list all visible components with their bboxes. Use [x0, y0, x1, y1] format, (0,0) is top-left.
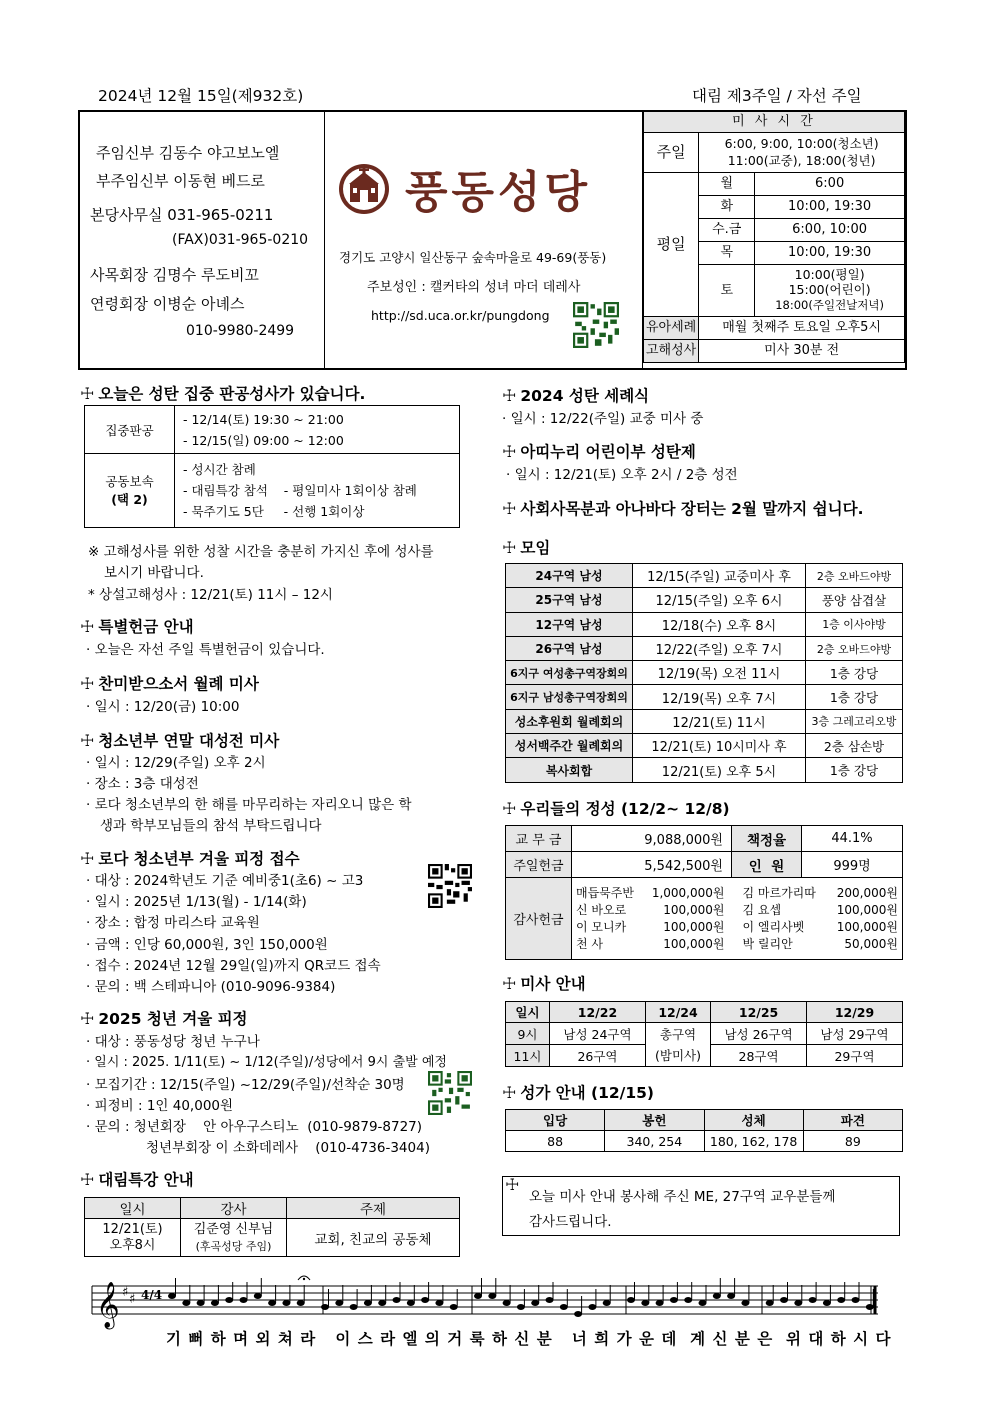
- young-adult-qr-icon[interactable]: [428, 1071, 472, 1115]
- hymn-header: 파견: [803, 1110, 902, 1131]
- mass-times-title: 미 사 시 간: [644, 112, 905, 132]
- note-head: [641, 1300, 649, 1306]
- note-head: [474, 1293, 482, 1299]
- market-title: ☩ 사회사목분과 아나바다 장터는 2월 말까지 쉽니다.: [502, 499, 864, 518]
- donation-label-rate: 책정율: [732, 826, 802, 852]
- mass-times-table: [643, 112, 905, 363]
- note-head: [809, 1297, 817, 1303]
- cross-icon: ☩: [80, 384, 95, 403]
- penance-table: [84, 405, 460, 528]
- note-head: [670, 1297, 678, 1303]
- donation-value-tithe: 9,088,000원: [572, 826, 732, 852]
- note-head: [546, 1297, 554, 1303]
- cross-icon: ☩: [502, 386, 517, 405]
- mass-guide-header: 12/24: [645, 1002, 710, 1023]
- lecture-time: 오후8시: [109, 1237, 156, 1253]
- donation-label-people: 인 원: [732, 852, 802, 878]
- header-box: [78, 110, 907, 370]
- note-head: [780, 1297, 788, 1303]
- youth-camp-line-6: · 문의 : 백 스테파니아 (010-9096-9384): [86, 979, 336, 995]
- lecture-speaker-parish: (후곡성당 주임): [195, 1239, 272, 1253]
- thanks-name-2: 김 요셉: [742, 902, 782, 917]
- hymn-header: 봉헌: [605, 1110, 704, 1131]
- penance-note-2: * 상설고해성사 : 12/21(토) 11시 – 12시: [88, 587, 333, 603]
- thanks-amount: 100,000원: [663, 936, 725, 951]
- office-phone: 본당사무실 031-965-0211: [90, 206, 274, 224]
- staff-panel: [80, 112, 325, 368]
- children-title: ☩ 아띠누리 어린이부 성탄제: [502, 442, 696, 461]
- youth-mass-title: ☩ 청소년부 연말 대성전 미사: [80, 731, 280, 750]
- mass-guide-cell: 총구역: [645, 1023, 710, 1045]
- hymn-header: 입당: [506, 1110, 605, 1131]
- meeting-row: [506, 709, 903, 733]
- meeting-row: [506, 758, 903, 782]
- note-head: [168, 1293, 176, 1299]
- mass-guide-cell: 9시: [506, 1023, 550, 1045]
- music-staff: [86, 1268, 882, 1336]
- patron-saint: 주보성인 : 캘커타의 성녀 마더 데레사: [367, 280, 581, 295]
- thanks-amount-2: 50,000원: [844, 936, 898, 951]
- day-mon: 월: [699, 172, 755, 195]
- meeting-where: 2층 삼손방: [806, 734, 903, 758]
- church-name: 풍동성당: [405, 167, 592, 218]
- offering-line: · 오늘은 자선 주일 특별헌금이 있습니다.: [86, 642, 325, 658]
- meeting-group: 복사회합: [506, 758, 633, 782]
- thanks-name-2: 이 엘리사벳: [742, 919, 805, 934]
- meeting-row: [506, 636, 903, 660]
- thanks-name: 천 사: [576, 936, 603, 951]
- note-head: [588, 1304, 596, 1310]
- meeting-where: 1층 강당: [806, 661, 903, 685]
- thanks-row: [576, 902, 898, 919]
- note-head: [603, 1300, 611, 1306]
- penance-note-1: ※ 고해성사를 위한 성찰 시간을 충분히 가지신 후에 성사를: [88, 544, 434, 560]
- note-head: [741, 1300, 749, 1306]
- meeting-where: 2층 오바드야방: [806, 564, 903, 588]
- meeting-when: 12/19(목) 오전 11시: [633, 661, 806, 685]
- young-adult-line-3: · 모집기간 : 12/15(주일) ~12/29(주일)/선착순 30명: [86, 1077, 405, 1093]
- donation-value-rate: 44.1%: [802, 826, 903, 852]
- cross-icon: ☩: [80, 849, 95, 868]
- penance-row2-sub: (택 2): [111, 491, 148, 507]
- note-head: [321, 1304, 329, 1310]
- cross-icon: ☩: [80, 617, 95, 636]
- mass-guide-cell: 28구역: [711, 1045, 807, 1067]
- thanks-name-2: 박 릴리안: [742, 936, 793, 951]
- cross-icon: ☩: [502, 799, 517, 818]
- cross-icon: ☩: [502, 1083, 517, 1102]
- music-lyrics: 기 뻐 하 며 외 쳐 라 이 스 라 엘 의 거 룩 하 신 분 너 희 가 운 데 계 신 분 은 위 대 하 시 다: [166, 1330, 892, 1348]
- note-head: [866, 1304, 874, 1310]
- penance-note-1b: 보시기 바랍니다.: [104, 565, 204, 581]
- council-president: 사목회장 김명수 루도비꼬: [90, 266, 259, 284]
- note-head: [378, 1300, 386, 1306]
- meeting-when: 12/19(목) 오후 7시: [633, 685, 806, 709]
- note-head: [852, 1297, 860, 1303]
- children-line: · 일시 : 12/21(토) 오후 2시 / 2층 성전: [506, 467, 738, 483]
- meeting-where: 1층 강당: [806, 685, 903, 709]
- note-head: [211, 1300, 219, 1306]
- thanks-name: 신 바오로: [576, 902, 627, 917]
- note-head: [684, 1297, 692, 1303]
- young-adult-line-6: 청년부회장 이 소화데레사 (010-4736-3404): [146, 1140, 430, 1156]
- meeting-row: [506, 612, 903, 636]
- meeting-group: 6지구 여성총구역장회의: [506, 661, 633, 685]
- note-head: [574, 1311, 582, 1317]
- meeting-group: 12구역 남성: [506, 612, 633, 636]
- cross-icon: ☩: [80, 1170, 95, 1189]
- youth-camp-line-3: · 장소 : 합정 마리스타 교육원: [86, 915, 260, 931]
- note-head: [656, 1300, 664, 1306]
- youth-camp-title: ☩ 로다 청소년부 겨울 피정 접수: [80, 849, 300, 868]
- note-head: [268, 1300, 276, 1306]
- thanks-list: [576, 885, 898, 953]
- legion-mass-title: ☩ 찬미받으소서 월례 미사: [80, 674, 259, 693]
- sunday-times-2: 11:00(교중), 18:00(청년): [727, 153, 876, 168]
- meeting-when: 12/15(주일) 교중미사 후: [633, 564, 806, 588]
- thanks-amount: 100,000원: [663, 902, 725, 917]
- penance-title: ☩ 오늘은 성탄 집중 판공성사가 있습니다.: [80, 384, 366, 403]
- day-wed-fri: 수.금: [699, 218, 755, 241]
- baptism-line: · 일시 : 12/22(주일) 교중 미사 중: [502, 411, 704, 427]
- note-head: [393, 1297, 401, 1303]
- meeting-where: 1층 이사야방: [806, 612, 903, 636]
- hymn-number: 88: [506, 1131, 605, 1152]
- note-head: [560, 1304, 568, 1310]
- mass-guide-cell: 남성 26구역: [711, 1023, 807, 1045]
- church-info: [325, 112, 643, 368]
- penance-req-2: - 대림특강 참석 - 평일미사 1회이상 참례: [183, 483, 417, 498]
- thanks-amount: 100,000원: [663, 919, 725, 934]
- note-head: [531, 1300, 539, 1306]
- hymns-table: [505, 1109, 903, 1152]
- hymn-number: 180, 162, 178: [704, 1131, 803, 1152]
- thanks-note-line-2: 감사드립니다.: [529, 1214, 612, 1230]
- cross-icon: ☩: [502, 538, 517, 557]
- infant-baptism-label: 유아세례: [644, 316, 699, 339]
- note-head: [627, 1297, 635, 1303]
- office-fax: (FAX)031-965-0210: [172, 232, 309, 248]
- lecture-topic: 교회, 친교의 공동체: [287, 1219, 460, 1257]
- note-head: [435, 1300, 443, 1306]
- note-head: [713, 1293, 721, 1299]
- note-head: [837, 1297, 845, 1303]
- sunday-label: 주일: [644, 132, 699, 172]
- meeting-row: [506, 588, 903, 612]
- mass-guide-header: 12/29: [807, 1002, 903, 1023]
- note-head: [297, 1300, 305, 1306]
- sharp-icon: ♯: [129, 1292, 136, 1307]
- donation-label-sunday: 주일헌금: [506, 852, 572, 878]
- thanks-row: [576, 936, 898, 953]
- sunday-times-1: 6:00, 9:00, 10:00(청소년): [724, 136, 879, 151]
- penance-req-1: - 성시간 참례: [183, 462, 256, 477]
- assistant-pastor: 부주임신부 이동현 베드로: [96, 172, 265, 190]
- meeting-where: 3층 그레고리오방: [806, 709, 903, 733]
- time-thu: 10:00, 19:30: [755, 241, 905, 264]
- mass-guide-cell: 26구역: [550, 1045, 646, 1067]
- sat-time-3: 18:00(주일전날저녁): [775, 298, 884, 312]
- note-head: [727, 1293, 735, 1299]
- meeting-when: 12/18(수) 오후 8시: [633, 612, 806, 636]
- donation-label-tithe: 교 무 금: [506, 826, 572, 852]
- young-adult-line-1: · 대상 : 풍동성당 청년 누구나: [86, 1034, 260, 1050]
- church-emblem-icon: [337, 162, 391, 216]
- hymn-header: 성체: [704, 1110, 803, 1131]
- thanks-amount: 1,000,000원: [651, 885, 725, 900]
- church-address: 경기도 고양시 일산동구 숲속마을로 49-69(풍동): [339, 250, 607, 265]
- mass-guide-cell: 남성 29구역: [807, 1023, 903, 1045]
- note-head: [350, 1304, 358, 1310]
- young-adult-line-4: · 피정비 : 1인 40,000원: [86, 1098, 234, 1114]
- meeting-group: 26구역 남성: [506, 636, 633, 660]
- president-phone: 010-9980-2499: [186, 323, 295, 339]
- mass-guide-table: [505, 1001, 903, 1067]
- note-head: [421, 1297, 429, 1303]
- donation-label-thanks: 감사헌금: [506, 878, 572, 960]
- youth-mass-line-4: 생과 학부모님들의 참석 부탁드립니다: [100, 818, 322, 834]
- confession-label: 고해성사: [644, 339, 699, 362]
- youth-mass-line-3: · 로다 청소년부의 한 해를 마무리하는 자리오니 많은 학: [86, 797, 412, 813]
- youth-camp-line-1: · 대상 : 2024학년도 기준 예비중1(초6) ~ 고3: [86, 873, 364, 889]
- note-head: [407, 1300, 415, 1306]
- meetings-table: [505, 563, 903, 783]
- day-thu: 목: [699, 241, 755, 264]
- sat-time-1: 10:00(평일): [794, 267, 865, 282]
- fermata-dot: [303, 1278, 305, 1280]
- note-head: [823, 1300, 831, 1306]
- thanks-note-box: [502, 1176, 900, 1236]
- time-mon: 6:00: [755, 172, 905, 195]
- youth-mass-line-1: · 일시 : 12/29(주일) 오후 2시: [86, 755, 266, 771]
- advent-lecture-title: ☩ 대림특강 안내: [80, 1170, 194, 1189]
- penance-row1-label: 집중판공: [85, 406, 175, 454]
- hymn-number: 340, 254: [605, 1131, 704, 1152]
- mass-guide-header: 일시: [506, 1002, 550, 1023]
- meeting-row: [506, 661, 903, 685]
- note-head: [699, 1300, 707, 1306]
- lecture-header-topic: 주제: [287, 1198, 460, 1219]
- thanks-row: [576, 919, 898, 936]
- hymn-number: 89: [803, 1131, 902, 1152]
- penance-time-1: - 12/14(토) 19:30 ~ 21:00: [183, 411, 344, 427]
- mass-guide-cell: 11시: [506, 1045, 550, 1067]
- lecture-header-speaker: 강사: [181, 1198, 287, 1219]
- melody-notes: [168, 1278, 874, 1317]
- penance-req-3: - 묵주기도 5단 - 선행 1회이상: [183, 504, 365, 519]
- mass-guide-cell: 29구역: [807, 1045, 903, 1067]
- note-head: [766, 1300, 774, 1306]
- meeting-when: 12/21(토) 10시미사 후: [633, 734, 806, 758]
- hymns-title: ☩ 성가 안내 (12/15): [502, 1083, 654, 1102]
- liturgical-day: 대림 제3주일 / 자선 주일: [692, 87, 862, 105]
- note-head: [197, 1300, 205, 1306]
- note-head: [335, 1300, 343, 1306]
- thanks-amount-2: 100,000원: [836, 919, 898, 934]
- young-adult-line-2: · 일시 : 2025. 1/11(토) ~ 1/12(주일)/성당에서 9시 출발 예정: [86, 1055, 447, 1070]
- mass-guide-cell: 남성 24구역: [550, 1023, 646, 1045]
- donations-title: ☩ 우리들의 정성 (12/2~ 12/8): [502, 799, 730, 818]
- cross-icon: ☩: [505, 1175, 520, 1194]
- thanks-amount-2: 200,000원: [836, 885, 898, 900]
- thanks-amount-2: 100,000원: [836, 902, 898, 917]
- meeting-group: 성소후원회 월례회의: [506, 709, 633, 733]
- offering-title: ☩ 특별헌금 안내: [80, 617, 194, 636]
- penance-row2-label: 공동보속: [105, 473, 154, 489]
- infant-baptism-time: 매월 첫째주 토요일 오후5시: [699, 316, 905, 339]
- day-tue: 화: [699, 195, 755, 218]
- meetings-title: ☩ 모임: [502, 538, 551, 557]
- note-head: [488, 1293, 496, 1299]
- meeting-when: 12/21(토) 오후 5시: [633, 758, 806, 782]
- note-head: [794, 1300, 802, 1306]
- mass-guide-header: 12/25: [711, 1002, 807, 1023]
- meeting-row: [506, 685, 903, 709]
- thanks-note-line-1: 오늘 미사 안내 봉사해 주신 ME, 27구역 교우분들께: [529, 1189, 836, 1205]
- cross-icon: ☩: [502, 974, 517, 993]
- time-tue: 10:00, 19:30: [755, 195, 905, 218]
- thanks-name: 이 모니카: [576, 919, 627, 934]
- thanks-name: 매듭묵주반: [576, 885, 634, 900]
- note-head: [182, 1300, 190, 1306]
- penance-time-2: - 12/15(일) 09:00 ~ 12:00: [183, 432, 344, 448]
- meeting-when: 12/15(주일) 오후 6시: [633, 588, 806, 612]
- youth-camp-qr-icon[interactable]: [428, 864, 472, 908]
- weekday-label: 평일: [644, 172, 699, 316]
- meeting-group: 6지구 남성총구역장회의: [506, 685, 633, 709]
- meeting-row: [506, 564, 903, 588]
- thanks-row: [576, 885, 898, 902]
- cross-icon: ☩: [80, 731, 95, 750]
- meeting-when: 12/22(주일) 오후 7시: [633, 636, 806, 660]
- mass-guide-header: 12/22: [550, 1002, 646, 1023]
- note-head: [364, 1300, 372, 1306]
- time-signature-top: 4/4: [141, 1288, 163, 1302]
- qr-code-icon[interactable]: [573, 302, 619, 348]
- meeting-group: 성서백주간 월례회의: [506, 734, 633, 758]
- mass-guide-title: ☩ 미사 안내: [502, 974, 586, 993]
- note-head: [517, 1304, 525, 1310]
- baptism-title: ☩ 2024 성탄 세례식: [502, 386, 650, 405]
- time-wed-fri: 6:00, 10:00: [755, 218, 905, 241]
- youth-mass-line-2: · 장소 : 3층 대성전: [86, 776, 199, 792]
- mass-guide-cell: (밤미사): [645, 1045, 710, 1067]
- sharp-icon: ♯: [122, 1285, 129, 1300]
- note-head: [225, 1297, 233, 1303]
- note-head: [254, 1293, 262, 1299]
- meeting-where: 2층 오바드야방: [806, 636, 903, 660]
- cross-icon: ☩: [80, 674, 95, 693]
- confession-time: 미사 30분 전: [699, 339, 905, 362]
- lecture-speaker: 김준영 신부님: [193, 1221, 274, 1237]
- advent-lecture-table: [84, 1197, 460, 1257]
- donations-table: [505, 825, 903, 960]
- note-head: [240, 1297, 248, 1303]
- issue-date: 2024년 12월 15일(제932호): [98, 87, 304, 105]
- pastor: 주임신부 김동수 야고보노엘: [96, 144, 280, 162]
- lecture-header-date: 일시: [85, 1198, 181, 1219]
- cross-icon: ☩: [502, 442, 517, 461]
- day-sat: 토: [699, 264, 755, 316]
- youth-camp-line-5: · 접수 : 2024년 12월 29일(일)까지 QR코드 접속: [86, 958, 381, 974]
- lecture-date: 12/21(토): [102, 1221, 163, 1237]
- cross-icon: ☩: [502, 499, 517, 518]
- meeting-group: 25구역 남성: [506, 588, 633, 612]
- sat-time-2: 15:00(어린이): [788, 282, 871, 297]
- meeting-group: 24구역 남성: [506, 564, 633, 588]
- donation-value-people: 999명: [802, 852, 903, 878]
- treble-clef-icon: 𝄞: [96, 1282, 120, 1328]
- youth-camp-line-4: · 금액 : 인당 60,000원, 3인 150,000원: [86, 937, 328, 953]
- cross-icon: ☩: [80, 1009, 95, 1028]
- young-adult-line-5: · 문의 : 청년회장 안 아우구스티노 (010-9879-8727): [86, 1119, 423, 1135]
- church-url[interactable]: http://sd.uca.or.kr/pungdong: [371, 308, 550, 323]
- note-head: [450, 1304, 458, 1310]
- legion-mass-line: · 일시 : 12/20(금) 10:00: [86, 699, 240, 715]
- thanks-name-2: 김 마르가리따: [742, 885, 816, 900]
- meeting-when: 12/21(토) 11시: [633, 709, 806, 733]
- youth-camp-line-2: · 일시 : 2025년 1/13(월) - 1/14(화): [86, 894, 307, 910]
- donation-value-sunday: 5,542,500원: [572, 852, 732, 878]
- meeting-where: 1층 강당: [806, 758, 903, 782]
- association-president: 연령회장 이병순 아녜스: [90, 295, 245, 313]
- meeting-row: [506, 734, 903, 758]
- young-adult-title: ☩ 2025 청년 겨울 피정: [80, 1009, 248, 1028]
- note-head: [503, 1300, 511, 1306]
- meeting-where: 풍양 삼겹살: [806, 588, 903, 612]
- note-head: [282, 1300, 290, 1306]
